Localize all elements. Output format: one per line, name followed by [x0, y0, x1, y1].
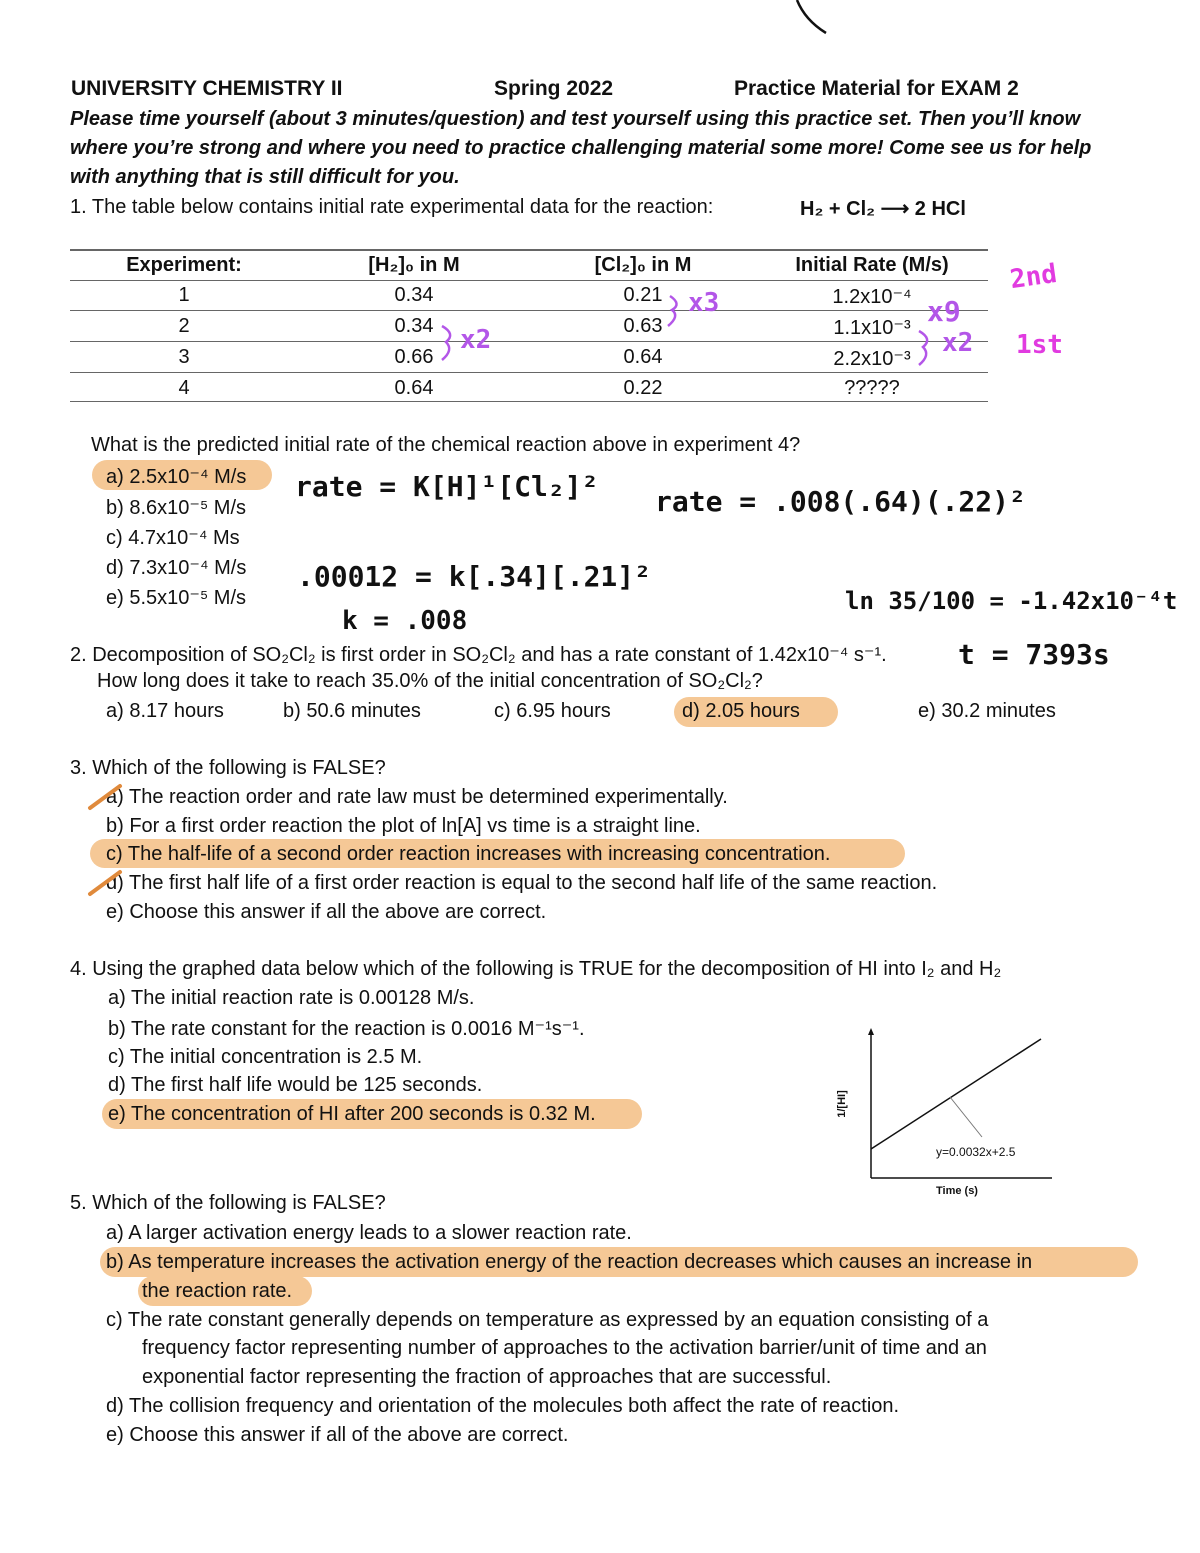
table-header-cell: [H₂]₀ in M: [368, 254, 460, 276]
q2-option-c[interactable]: c) 6.95 hours: [494, 700, 611, 722]
q5-option-b-cont: the reaction rate.: [142, 1280, 293, 1302]
course-title: UNIVERSITY CHEMISTRY II: [71, 77, 343, 100]
table-row-rule: [70, 341, 988, 342]
pen-mark: [790, 0, 840, 40]
x3-annotation: x3: [688, 288, 720, 318]
table-header-rule: [70, 280, 988, 281]
q4-option-c[interactable]: c) The initial concentration is 2.5 M.: [108, 1046, 423, 1068]
exam-label: Practice Material for EXAM 2: [734, 77, 1019, 100]
rate-law-handwriting: rate = K[H]¹[Cl₂]²: [295, 470, 599, 503]
table-row-rule: [70, 310, 988, 311]
k-calc-handwriting: .00012 = k[.34][.21]²: [297, 560, 652, 593]
intro-line-1: Please time yourself (about 3 minutes/question) and test yourself using this practice set. Then you’ll know: [70, 108, 1081, 130]
strike-mark-d: [86, 868, 126, 898]
graph-y-label: 1/[HI]: [835, 1090, 848, 1118]
table-cell: 2: [178, 315, 190, 337]
bracket-cl2-mark: [664, 292, 684, 332]
table-cell: 0.21: [623, 284, 663, 306]
x9-annotation: x9: [927, 295, 961, 328]
q5-option-b[interactable]: b) As temperature increases the activation energy of the reaction decreases which causes an increase in: [106, 1251, 1033, 1273]
table-cell: 0.64: [394, 377, 434, 399]
q2-option-e[interactable]: e) 30.2 minutes: [918, 700, 1056, 722]
x2-h2-annotation: x2: [460, 325, 492, 355]
q1-option-c[interactable]: c) 4.7x10⁻⁴ Ms: [106, 527, 240, 549]
q1-reaction: H₂ + Cl₂ ⟶ 2 HCl: [800, 198, 966, 220]
bracket-rate-mark: [915, 325, 935, 369]
q3-stem: 3. Which of the following is FALSE?: [70, 757, 386, 779]
q1-question: What is the predicted initial rate of the chemical reaction above in experiment 4?: [91, 434, 801, 456]
q3-option-c[interactable]: c) The half-life of a second order reaction increases with increasing concentration.: [106, 843, 831, 865]
intro-line-2: where you’re strong and where you need to practice challenging material some more! Come see us for help: [70, 137, 1092, 159]
table-cell: 1.2x10⁻⁴: [832, 286, 912, 308]
q3-option-d[interactable]: d) The first half life of a first order reaction is equal to the second half life of the same reaction.: [106, 872, 938, 894]
intro-line-3: with anything that is still difficult for you.: [70, 166, 460, 188]
table-cell: 4: [178, 377, 190, 399]
table-cell: ?????: [844, 377, 900, 399]
q1-option-d[interactable]: d) 7.3x10⁻⁴ M/s: [106, 557, 247, 579]
table-row-rule: [70, 372, 988, 373]
q5-option-c-cont: frequency factor representing number of approaches to the activation barrier/unit of time and an: [142, 1337, 987, 1359]
rate-calc-handwriting: rate = .008(.64)(.22)²: [655, 485, 1026, 518]
strike-mark-a: [86, 782, 126, 812]
order-1st-annotation: 1st: [1016, 330, 1063, 360]
table-header-cell: [Cl₂]₀ in M: [594, 254, 692, 276]
table-cell: 2.2x10⁻³: [833, 348, 911, 370]
q5-option-c-cont: exponential factor representing the fraction of approaches that are successful.: [142, 1366, 832, 1388]
q1-option-b[interactable]: b) 8.6x10⁻⁵ M/s: [106, 497, 247, 519]
q5-option-a[interactable]: a) A larger activation energy leads to a slower reaction rate.: [106, 1222, 632, 1244]
ln-equation-handwriting: ln 35/100 = -1.42x10⁻⁴t: [845, 587, 1178, 615]
q4-option-b[interactable]: b) The rate constant for the reaction is 0.0016 M⁻¹s⁻¹.: [108, 1018, 585, 1040]
q4-option-d[interactable]: d) The first half life would be 125 seconds.: [108, 1074, 483, 1096]
table-header-cell: Experiment:: [126, 254, 242, 276]
x2-rate-annotation: x2: [942, 328, 974, 358]
q4-option-e[interactable]: e) The concentration of HI after 200 seconds is 0.32 M.: [108, 1103, 596, 1125]
table-cell: 1: [178, 284, 190, 306]
table-cell: 0.22: [623, 377, 663, 399]
q1-option-e[interactable]: e) 5.5x10⁻⁵ M/s: [106, 587, 247, 609]
bracket-h2-mark: [438, 322, 458, 366]
q2-line-1: 2. Decomposition of SO₂Cl₂ is first order in SO₂Cl₂ and has a rate constant of 1.42x10⁻⁴ s⁻¹.: [70, 644, 887, 666]
q4-stem: 4. Using the graphed data below which of the following is TRUE for the decomposition of HI into I₂ and H₂: [70, 958, 1002, 980]
table-cell: 0.34: [394, 284, 434, 306]
order-2nd-annotation: 2nd: [1008, 258, 1059, 296]
table-cell: 3: [178, 346, 190, 368]
q3-option-e[interactable]: e) Choose this answer if all the above are correct.: [106, 901, 547, 923]
graph-trend-line: [871, 1039, 1041, 1149]
q2-option-d[interactable]: d) 2.05 hours: [682, 700, 800, 722]
q1-stem: 1. The table below contains initial rate experimental data for the reaction:: [70, 196, 714, 218]
y-axis-arrow: [868, 1028, 874, 1035]
q5-option-e[interactable]: e) Choose this answer if all of the above are correct.: [106, 1424, 569, 1446]
q5-option-d[interactable]: d) The collision frequency and orientation of the molecules both affect the rate of reaction.: [106, 1395, 900, 1417]
table-cell: 0.66: [394, 346, 434, 368]
table-cell: 0.63: [623, 315, 663, 337]
table-cell: 0.64: [623, 346, 663, 368]
table-top-rule: [70, 249, 988, 251]
q3-option-a[interactable]: a) The reaction order and rate law must be determined experimentally.: [106, 786, 728, 808]
graph-equation: y=0.0032x+2.5: [936, 1145, 1016, 1159]
equation-leader-line: [950, 1097, 982, 1137]
table-bottom-rule: [70, 401, 988, 402]
q2-option-b[interactable]: b) 50.6 minutes: [283, 700, 421, 722]
q1-option-a[interactable]: a) 2.5x10⁻⁴ M/s: [106, 466, 247, 488]
q3-option-b[interactable]: b) For a first order reaction the plot of ln[A] vs time is a straight line.: [106, 815, 701, 837]
table-cell: 0.34: [394, 315, 434, 337]
q5-stem: 5. Which of the following is FALSE?: [70, 1192, 386, 1214]
t-value-handwriting: t = 7393s: [958, 638, 1110, 671]
q2-line-2: How long does it take to reach 35.0% of the initial concentration of SO₂Cl₂?: [97, 670, 763, 692]
graph-x-label: Time (s): [936, 1185, 978, 1197]
term-label: Spring 2022: [494, 77, 614, 100]
k-value-handwriting: k = .008: [342, 606, 468, 636]
table-cell: 1.1x10⁻³: [833, 317, 911, 339]
q5-option-c[interactable]: c) The rate constant generally depends on temperature as expressed by an equation consisting of a: [106, 1309, 989, 1331]
table-header-cell: Initial Rate (M/s): [795, 254, 949, 276]
q4-option-a[interactable]: a) The initial reaction rate is 0.00128 M/s.: [108, 987, 475, 1009]
q2-option-a[interactable]: a) 8.17 hours: [106, 700, 224, 722]
